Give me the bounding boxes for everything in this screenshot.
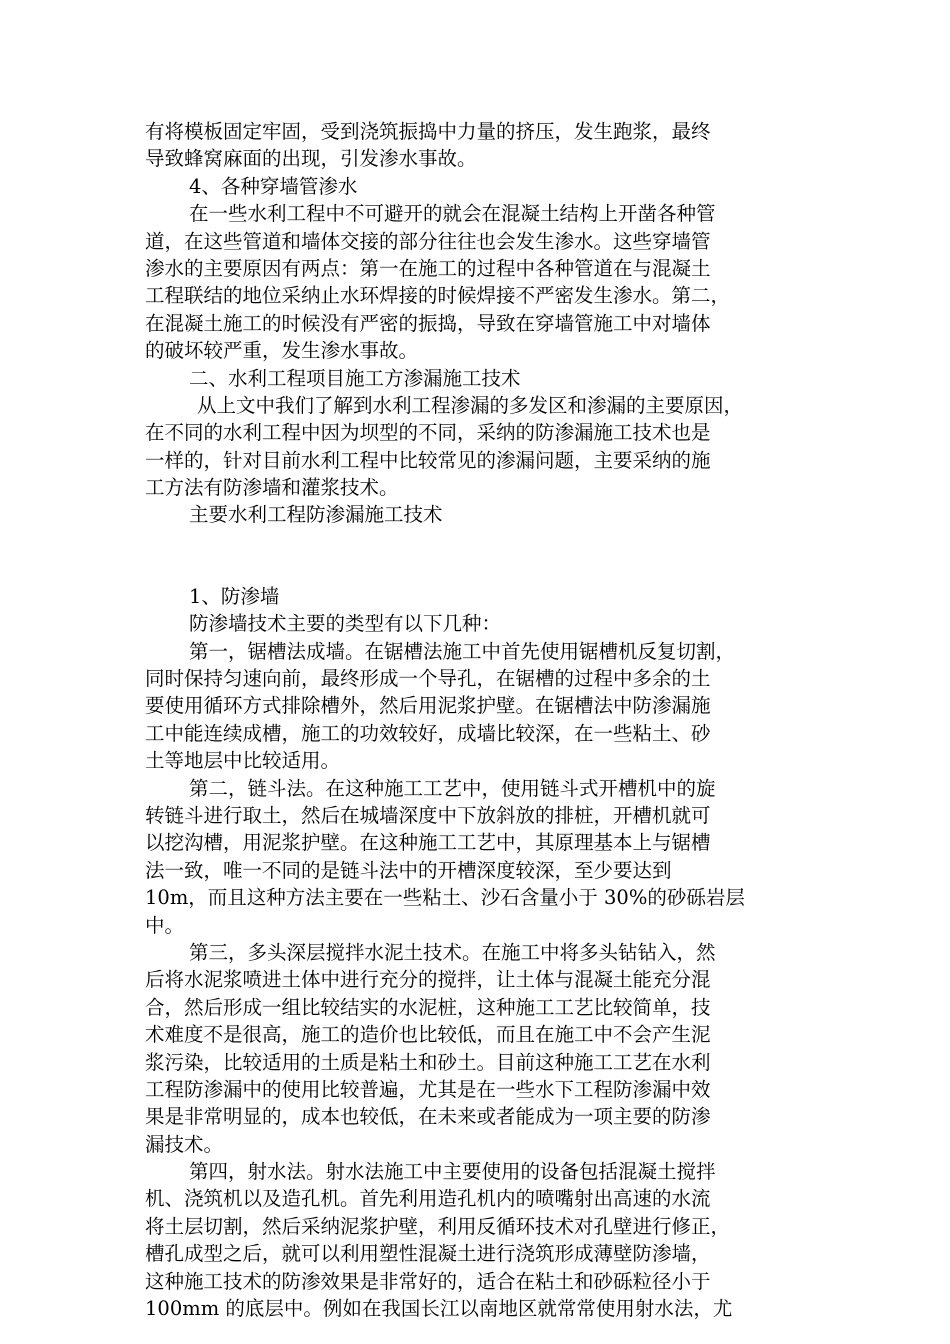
text-line: 4、各种穿墙管渗水 <box>189 174 358 198</box>
text-line: 主要水利工程防渗漏施工技术 <box>189 503 443 527</box>
text-line: 二、水利工程项目施工方渗漏施工技术 <box>189 366 521 390</box>
text-line: 第二，链斗法。在这种施工工艺中，使用链斗式开槽机中的旋 <box>189 776 716 800</box>
text-line: 从上文中我们了解到水利工程渗漏的多发区和渗漏的主要原因， <box>197 393 744 417</box>
text-line: 10m，而且这种方法主要在一些粘土、沙石含量小于 30%的砂砾岩层 <box>145 886 745 910</box>
text-line: 槽孔成型之后，就可以利用塑性混凝土进行浇筑形成薄壁防渗墙， <box>145 1242 711 1266</box>
text-line: 后将水泥浆喷进土体中进行充分的搅拌，让土体与混凝土能充分混 <box>145 968 711 992</box>
text-line: 导致蜂窝麻面的出现，引发渗水事故。 <box>145 147 477 171</box>
text-line: 以挖沟槽，用泥浆护壁。在这种施工工艺中，其原理基本上与锯槽 <box>145 831 711 855</box>
text-line: 道，在这些管道和墙体交接的部分往往也会发生渗水。这些穿墙管 <box>145 229 711 253</box>
text-line: 防渗墙技术主要的类型有以下几种： <box>189 612 502 636</box>
text-line: 浆污染，比较适用的土质是粘土和砂土。目前这种施工工艺在水利 <box>145 1050 711 1074</box>
text-line: 在一些水利工程中不可避开的就会在混凝土结构上开凿各种管 <box>189 202 716 226</box>
text-line: 土等地层中比较适用。 <box>145 749 341 773</box>
text-line: 一样的，针对目前水利工程中比较常见的渗漏问题，主要采纳的施 <box>145 448 711 472</box>
text-line: 工程防渗漏中的使用比较普遍，尤其是在一些水下工程防渗漏中效 <box>145 1077 711 1101</box>
blank-gap <box>145 529 810 583</box>
text-line: 工程联结的地位采纳止水环焊接的时候焊接不严密发生渗水。第二， <box>145 284 731 308</box>
text-line: 转链斗进行取土，然后在城墙深度中下放斜放的排桩，开槽机就可 <box>145 803 711 827</box>
text-line: 1、防渗墙 <box>189 584 280 608</box>
text-line: 将土层切割，然后采纳泥浆护壁，利用反循环技术对孔壁进行修正， <box>145 1214 731 1238</box>
text-line: 合，然后形成一组比较结实的水泥桩，这种施工工艺比较简单，技 <box>145 995 711 1019</box>
text-line: 漏技术。 <box>145 1132 224 1156</box>
document-body <box>145 118 810 1322</box>
text-line: 要使用循环方式排除槽外，然后用泥浆护壁。在锯槽法中防渗漏施 <box>145 694 711 718</box>
text-line: 第四，射水法。射水法施工中主要使用的设备包括混凝土搅拌 <box>189 1160 716 1184</box>
text-line: 第一，锯槽法成墙。在锯槽法施工中首先使用锯槽机反复切割， <box>189 639 736 663</box>
text-line: 果是非常明显的，成本也较低，在未来或者能成为一项主要的防渗 <box>145 1105 711 1129</box>
text-line: 的破坏较严重，发生渗水事故。 <box>145 339 419 363</box>
text-line: 渗水的主要原因有两点：第一在施工的过程中各种管道在与混凝土 <box>145 256 711 280</box>
text-line: 法一致，唯一不同的是链斗法中的开槽深度较深，至少要达到 <box>145 858 672 882</box>
text-line: 这种施工技术的防渗效果是非常好的，适合在粘土和砂砾粒径小于 <box>145 1269 711 1293</box>
text-line: 100mm 的底层中。例如在我国长江以南地区就常常使用射水法，尤 <box>145 1297 733 1321</box>
text-line: 中。 <box>145 913 185 937</box>
text-line: 工方法有防渗墙和灌浆技术。 <box>145 476 399 500</box>
text-line: 有将模板固定牢固，受到浇筑振捣中力量的挤压，发生跑浆，最终 <box>145 120 711 143</box>
text-line: 在混凝土施工的时候没有严密的振捣，导致在穿墙管施工中对墙体 <box>145 311 711 335</box>
text-line: 同时保持匀速向前，最终形成一个导孔，在锯槽的过程中多余的土 <box>145 667 711 691</box>
text-line: 在不同的水利工程中因为坝型的不同，采纳的防渗漏施工技术也是 <box>145 421 711 445</box>
text-line: 工中能连续成槽，施工的功效较好，成墙比较深，在一些粘土、砂 <box>145 721 711 745</box>
text-line: 术难度不是很高，施工的造价也比较低，而且在施工中不会产生泥 <box>145 1023 711 1047</box>
text-line: 第三，多头深层搅拌水泥土技术。在施工中将多头钻钻入，然 <box>189 940 716 964</box>
text-line: 机、浇筑机以及造孔机。首先利用造孔机内的喷嘴射出高速的水流 <box>145 1187 711 1211</box>
